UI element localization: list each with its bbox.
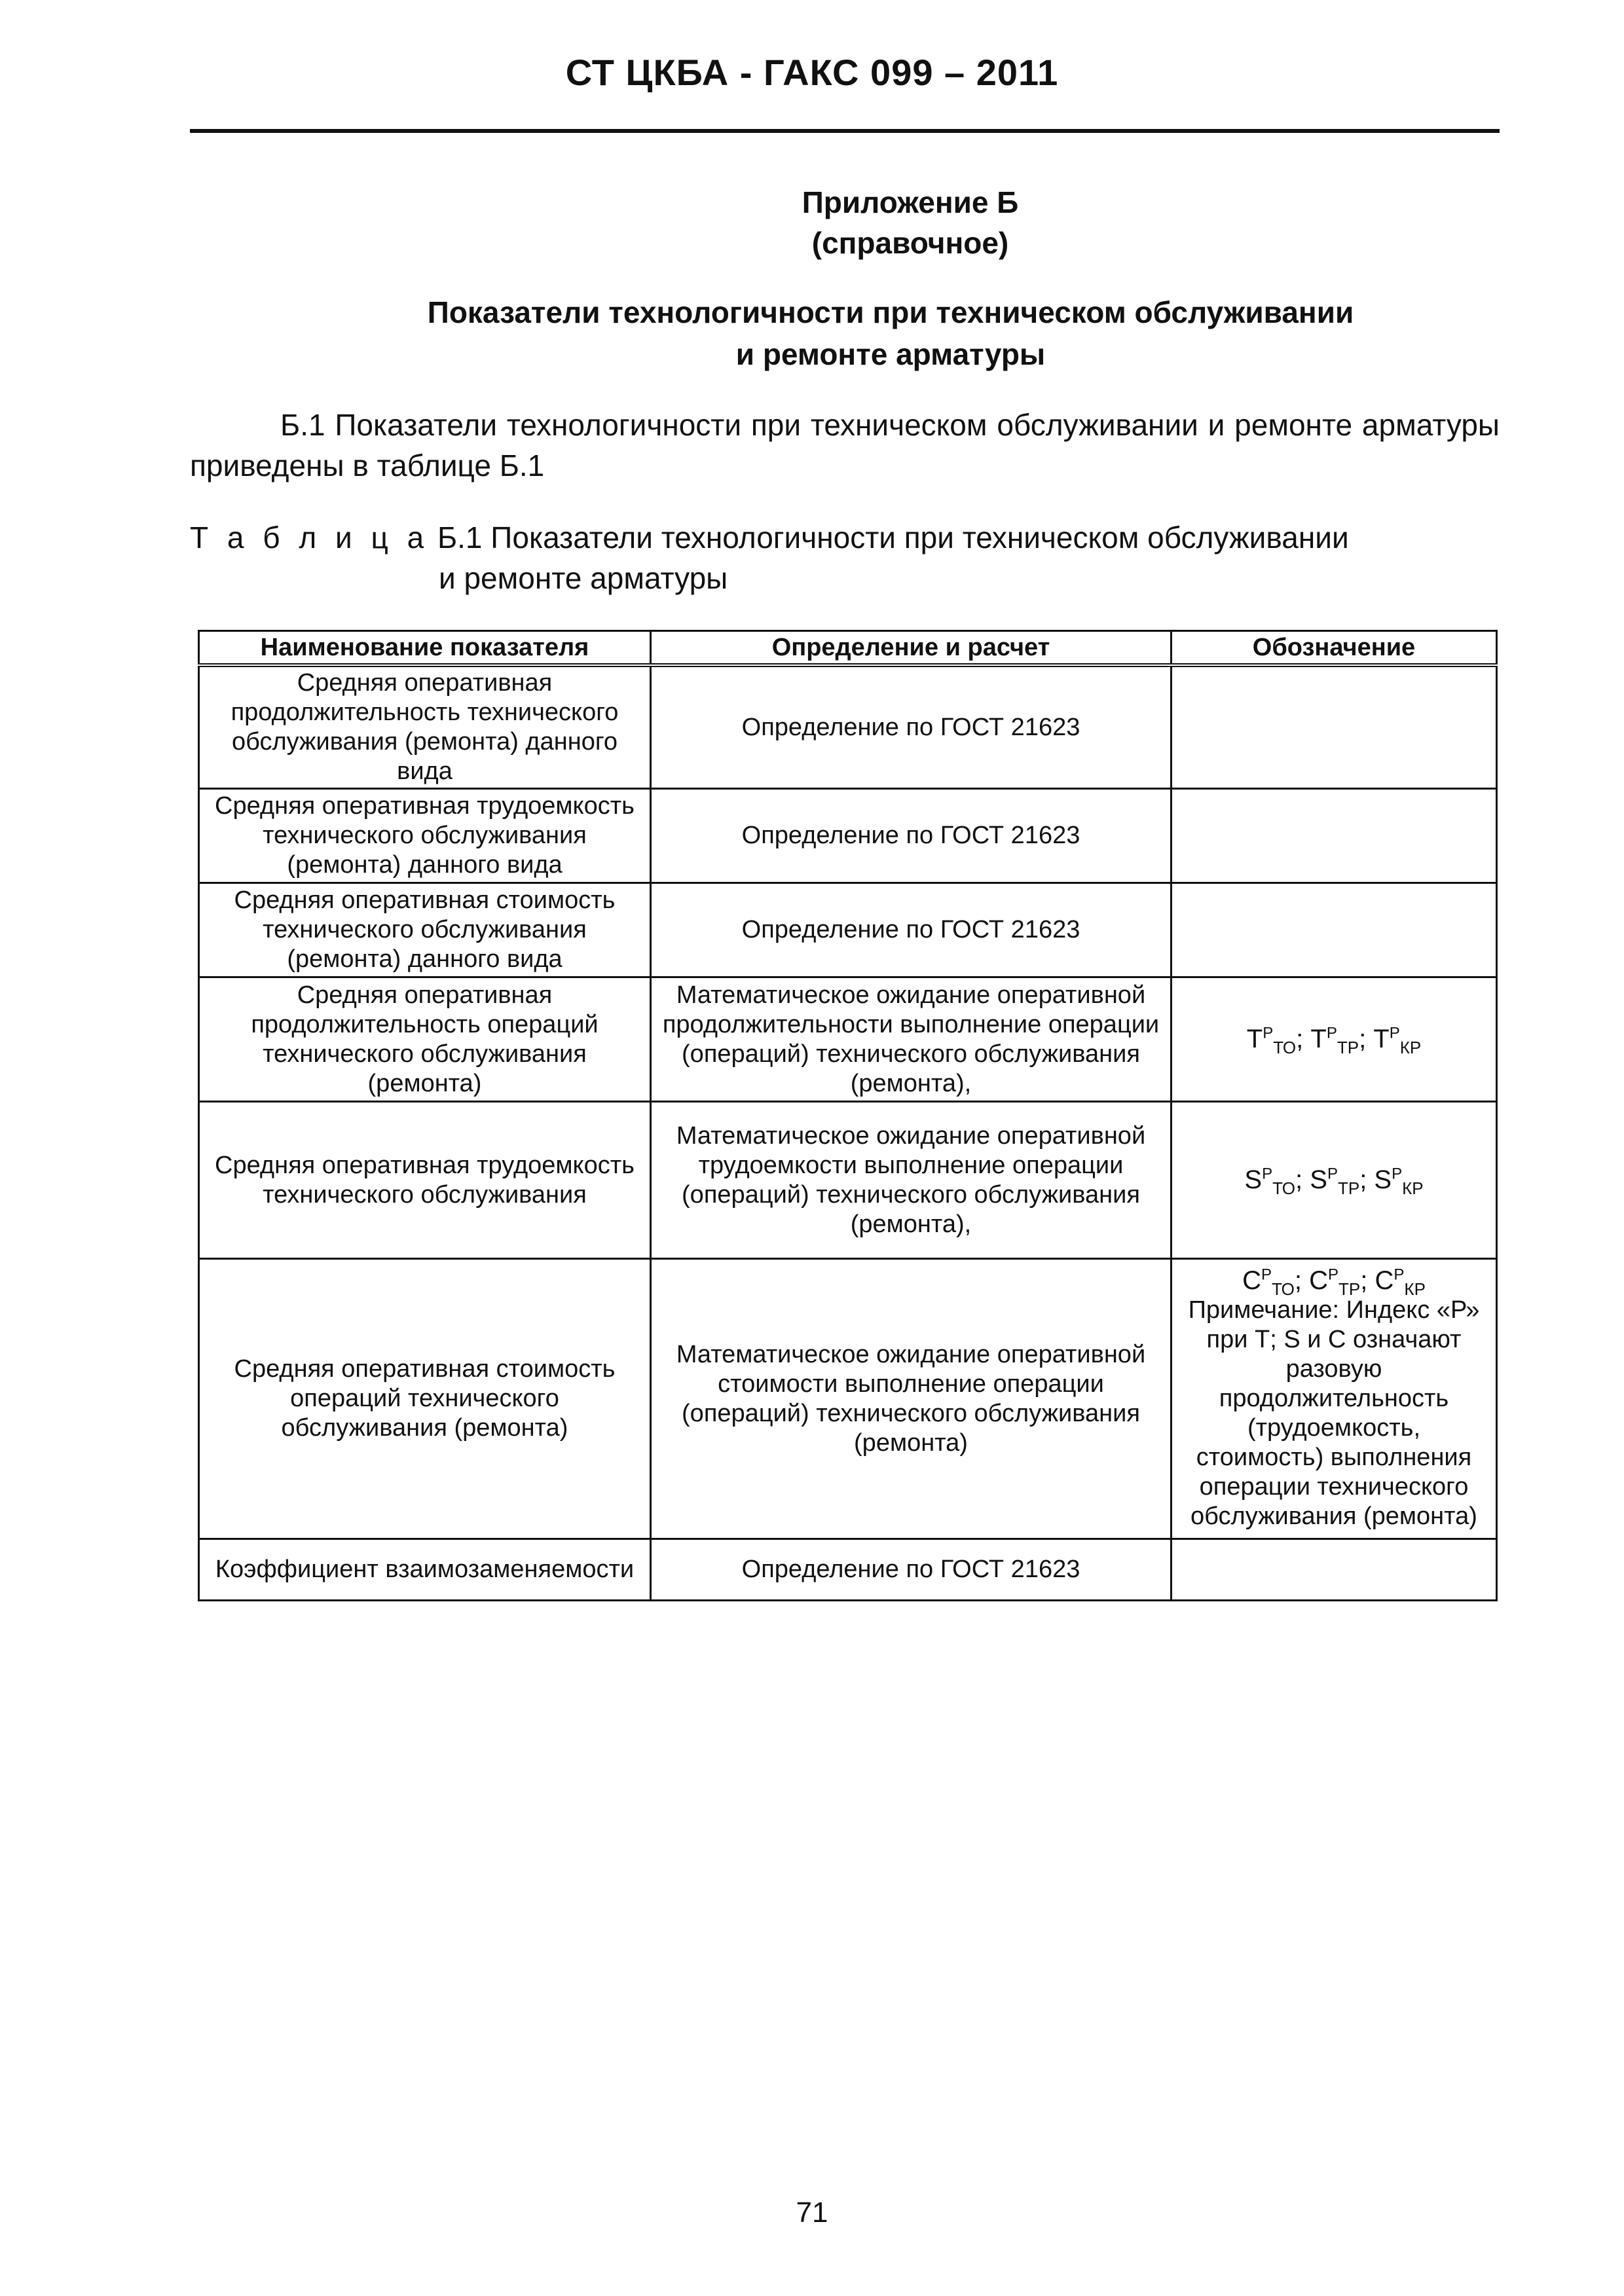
appendix-title: Приложение Б [802,185,1019,219]
definition-line: (ремонта), [850,1210,972,1238]
row-name-cell: Средняя оперативная стоимость операций технического обслуживания (ремонта) [199,1259,651,1539]
definition-line: Математическое ожидание оперативной трудоемкости выполнение операции (операций) технического обслуживания [676,1121,1146,1209]
symbol-term: $С^Р_{ТО}$ [1242,1266,1295,1299]
table-row [199,789,1497,883]
symbol-term: $С^Р_{КР}$ [1375,1266,1426,1299]
row-symbol-cell [1172,1539,1497,1601]
intro-paragraph: Б.1 Показатели технологичности при техническом обслуживании и ремонте арматуры приведены в таблице Б.1 [190,408,1500,483]
row-symbol-cell [1172,665,1497,789]
document-header: СТ ЦКБА - ГАКС 099 – 2011 [565,52,1059,93]
row-symbol-cell: $S^P_{ТО}$; $S^P_{ТР}$; $S^P_{КР}$ [1172,1102,1497,1259]
table-row [199,1102,1497,1259]
symbol-term: $Т^Р_{ТО}$ [1246,1024,1297,1057]
symbol-term: $Т^Р_{ТР}$ [1310,1024,1359,1057]
row-definition-cell: Определение по ГОСТ 21623 [651,789,1172,883]
row-name-cell: Средняя оперативная продолжительность операций технического обслуживания (ремонта) [199,977,651,1102]
row-definition-cell: Математическое ожидание оперативной продолжительности выполнение операции (операций) технического обслуживания (ремонта), [651,977,1172,1102]
indicators-table [198,630,1498,1601]
table-caption-line1: Б.1 Показатели технологичности при техническом обслуживании [429,520,1349,555]
table-row [199,1539,1497,1601]
symbol-term: $S^P_{ТО}$ [1244,1165,1296,1198]
appendix-type: (справочное) [811,226,1009,260]
section-title [367,291,1414,375]
table-row [199,883,1497,977]
row-symbol-cell: $Т^Р_{ТО}$; $Т^Р_{ТР}$; $Т^Р_{КР}$ [1172,977,1497,1102]
row-definition-cell: Определение по ГОСТ 21623 [651,883,1172,977]
symbol-line: $С^Р_{ТО}$; $С^Р_{ТР}$; $С^Р_{КР}$ [1242,1266,1426,1299]
row-name-cell: Средняя оперативная трудоемкость технического обслуживания [199,1102,651,1259]
row-name-cell: Коэффициент взаимозаменяемости [199,1539,651,1601]
table-caption-prefix: Т а б л и ц а [190,520,430,555]
table-row [199,1259,1497,1539]
symbol-term: $Т^Р_{КР}$ [1373,1024,1422,1057]
header-name: Наименование показателя [199,631,651,666]
row-symbol-cell [1172,883,1497,977]
table-row [199,977,1497,1102]
row-definition-cell [651,1102,1172,1259]
table-row [199,665,1497,789]
page-number: 71 [796,2196,828,2229]
row-symbol-cell [1172,789,1497,883]
symbol-term: $С^Р_{ТР}$ [1309,1266,1361,1299]
row-definition-cell: Определение по ГОСТ 21623 [651,665,1172,789]
section-title-line1: Показатели технологичности при техническом обслуживании [427,295,1354,329]
symbol-term: $S^P_{КР}$ [1374,1165,1424,1198]
table-header-row [199,631,1497,666]
row-definition-cell: Математическое ожидание оперативной стоимости выполнение операции (операций) технического обслуживания (ремонта) [651,1259,1172,1539]
row-name-cell: Средняя оперативная стоимость технического обслуживания (ремонта) данного вида [199,883,651,977]
table-caption-line2: и ремонте арматуры [439,561,728,595]
row-name-cell: Средняя оперативная продолжительность технического обслуживания (ремонта) данного вида [199,665,651,789]
symbol-term: $S^P_{ТР}$ [1310,1165,1360,1198]
row-name-cell: Средняя оперативная трудоемкость технического обслуживания (ремонта) данного вида [199,789,651,883]
table-caption [190,517,1500,598]
symbol-note: Примечание: Индекс «Р» при Т; S и С означают разовую продолжительность (трудоемкость, стоимость) выполнения операции технического обслуживания (ремонта) [1188,1296,1480,1530]
row-symbol-cell [1172,1259,1497,1539]
header-symbol: Обозначение [1172,631,1497,666]
header-definition: Определение и расчет [651,631,1172,666]
row-definition-cell: Определение по ГОСТ 21623 [651,1539,1172,1601]
header-rule [190,129,1500,133]
section-title-line2: и ремонте арматуры [735,337,1046,371]
